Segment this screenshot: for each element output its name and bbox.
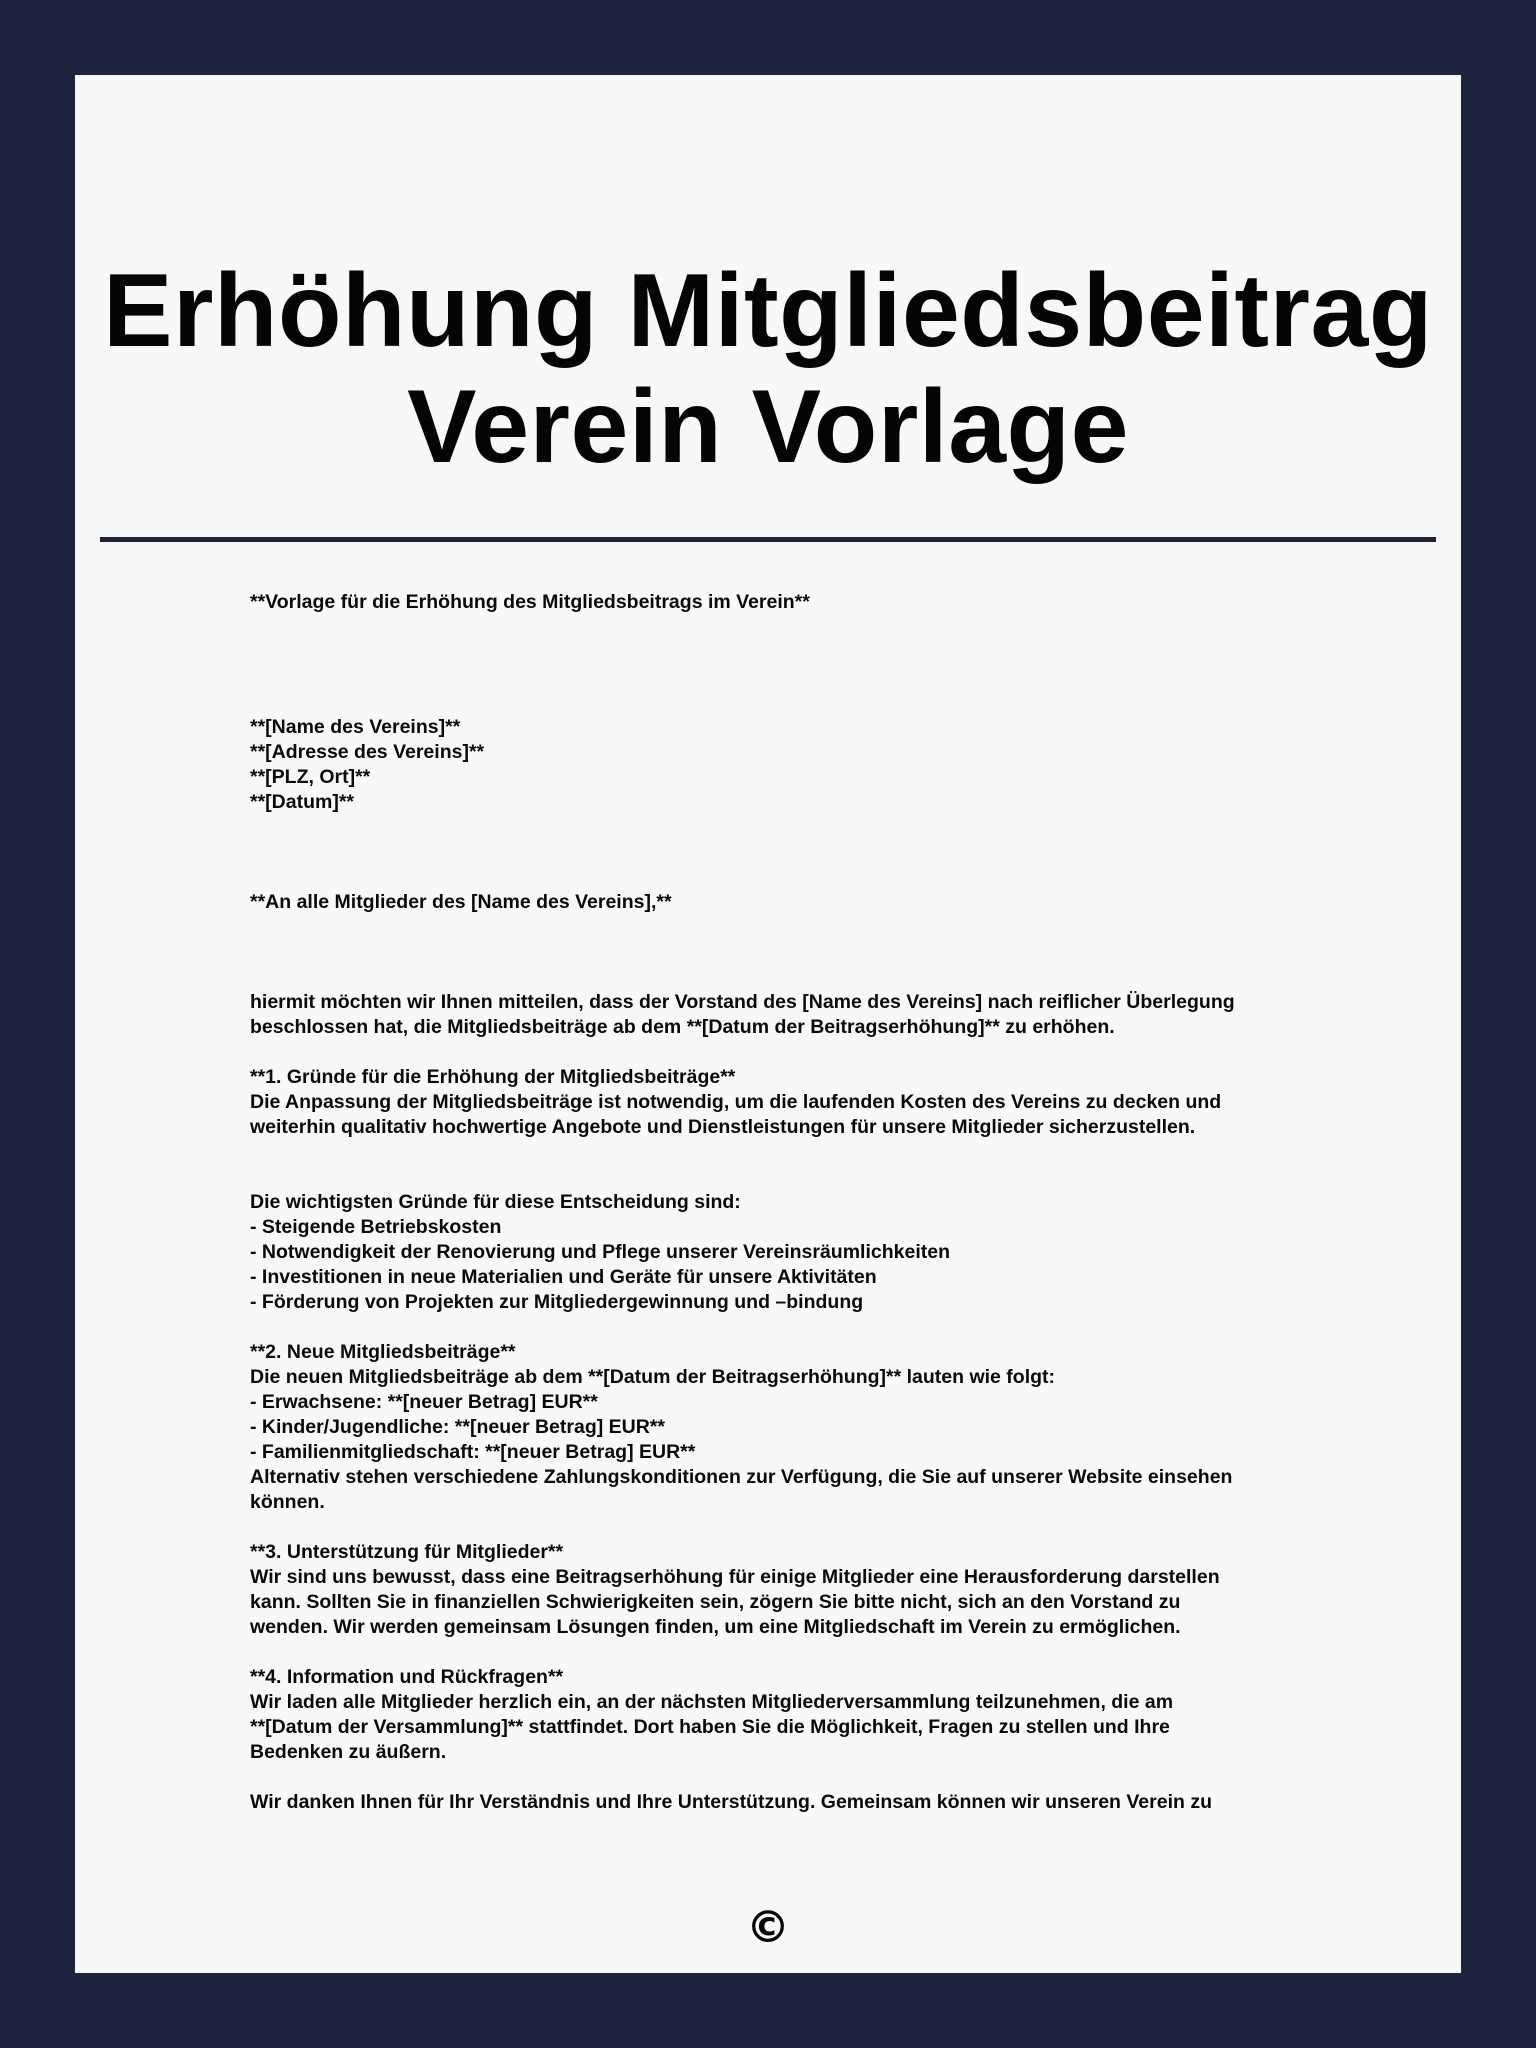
address-line: **[Adresse des Vereins]** xyxy=(250,741,485,763)
page-title-line-1: Erhöhung Mitgliedsbeitrag xyxy=(103,253,1433,369)
section-heading: **1. Gründe für die Erhöhung der Mitgliedsbeiträge** xyxy=(250,1066,736,1088)
document-page xyxy=(75,75,1461,1973)
intro-paragraph: hiermit möchten wir Ihnen mitteilen, dass der Vorstand des [Name des Vereins] nach reiflicher Überlegung beschlossen hat, die Mitgliedsbeiträge ab dem **[Datum der Beitragserhöhung]** zu erhöhen. xyxy=(250,991,1235,1038)
reasons-list: Die wichtigsten Gründe für diese Entscheidung sind: - Steigende Betriebskosten - Notwendigkeit der Renovierung und Pflege unserer Vereinsräumlichkeiten - Investitionen in neue Materialien und Geräte für unsere Aktivitäten - Förderung von Projekten zur Mitgliedergewinnung und –bindung xyxy=(250,1190,1330,1315)
address-block xyxy=(250,715,1330,815)
section-heading: **4. Information und Rückfragen** xyxy=(250,1666,564,1688)
list-item: - Investitionen in neue Materialien und Geräte für unsere Aktivitäten xyxy=(250,1266,877,1288)
section-member-support: **3. Unterstützung für Mitglieder** Wir sind uns bewusst, dass eine Beitragserhöhung für einige Mitglieder eine Herausforderung darstellen kann. Sollten Sie in finanziellen Schwierigkeiten sein, zögern Sie bitte nicht, sich an den Vorstand zu wenden. Wir werden gemeinsam Lösungen finden, um eine Mitgliedschaft im Verein zu ermöglichen. xyxy=(250,1540,1330,1640)
section-new-fees: **2. Neue Mitgliedsbeiträge** Die neuen Mitgliedsbeiträge ab dem **[Datum der Beitragserhöhung]** lauten wie folgt: - Erwachsene: **[neuer Betrag] EUR** - Kinder/Jugendliche: **[neuer Betrag] EUR** - Familienmitgliedschaft: **[neuer Betrag] EUR** Alternativ stehen verschiedene Zahlungskonditionen zur Verfügung, die Sie auf unserer Website einsehen können. xyxy=(250,1340,1330,1515)
list-item: - Erwachsene: **[neuer Betrag] EUR** xyxy=(250,1391,598,1413)
page-title-line-2: Verein Vorlage xyxy=(407,369,1129,485)
list-item: - Steigende Betriebskosten xyxy=(250,1216,502,1238)
title-divider xyxy=(100,537,1436,542)
list-item: - Notwendigkeit der Renovierung und Pflege unserer Vereinsräumlichkeiten xyxy=(250,1241,951,1263)
section-reasons-overview: **1. Gründe für die Erhöhung der Mitgliedsbeiträge** Die Anpassung der Mitgliedsbeiträge ist notwendig, um die laufenden Kosten des Vereins zu decken und weiterhin qualitativ hochwertige Angebote und Dienstleistungen für unsere Mitglieder sicherzustellen. xyxy=(250,1065,1330,1140)
section-heading: **2. Neue Mitgliedsbeiträge** xyxy=(250,1341,516,1363)
list-item: - Kinder/Jugendliche: **[neuer Betrag] EUR** xyxy=(250,1416,665,1438)
page-title xyxy=(75,253,1461,485)
address-line: **[Datum]** xyxy=(250,791,355,813)
template-heading: **Vorlage für die Erhöhung des Mitgliedsbeitrags im Verein** xyxy=(250,591,810,613)
copyright-icon: © xyxy=(746,1902,790,1953)
list-item: - Förderung von Projekten zur Mitgliedergewinnung und –bindung xyxy=(250,1291,864,1313)
address-line: **[PLZ, Ort]** xyxy=(250,766,371,788)
section-heading: **3. Unterstützung für Mitglieder** xyxy=(250,1541,564,1563)
salutation: **An alle Mitglieder des [Name des Vereins],** xyxy=(250,891,672,913)
section-information: **4. Information und Rückfragen** Wir laden alle Mitglieder herzlich ein, an der nächsten Mitgliederversammlung teilzunehmen, die am **[Datum der Versammlung]** stattfindet. Dort haben Sie die Möglichkeit, Fragen zu stellen und Ihre Bedenken zu äußern. xyxy=(250,1665,1330,1765)
list-item: - Familienmitgliedschaft: **[neuer Betrag] EUR** xyxy=(250,1441,696,1463)
closing-paragraph: Wir danken Ihnen für Ihr Verständnis und Ihre Unterstützung. Gemeinsam können wir unseren Verein zu xyxy=(250,1791,1212,1813)
address-line: **[Name des Vereins]** xyxy=(250,716,461,738)
